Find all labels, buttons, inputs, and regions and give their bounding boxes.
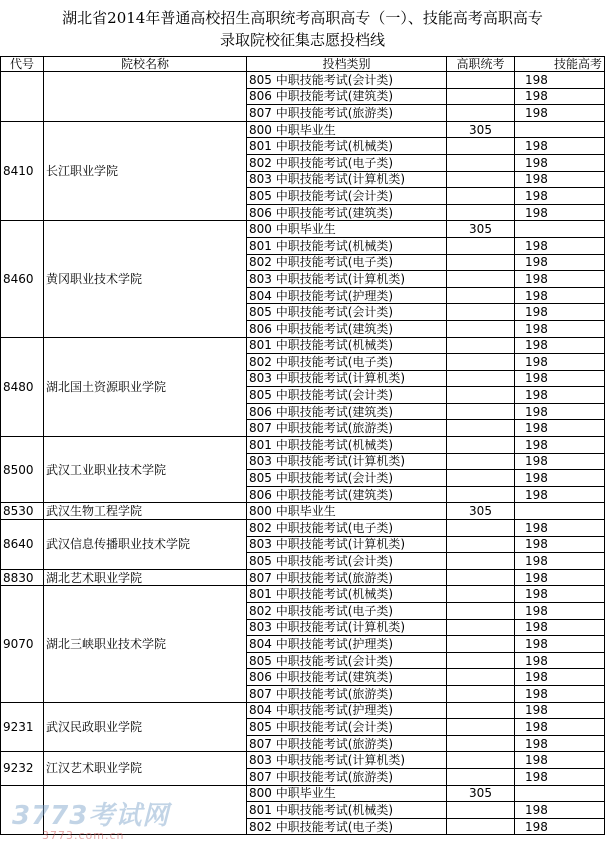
- gaozhi-score-cell: [447, 685, 515, 702]
- gaozhi-score-cell: [447, 652, 515, 669]
- table-row: [1, 752, 605, 769]
- gaozhi-score-cell: [447, 453, 515, 470]
- jineng-score-cell: 198: [515, 138, 605, 155]
- jineng-score-cell: 198: [515, 154, 605, 171]
- jineng-score-cell: 198: [515, 72, 605, 89]
- category-cell: 807 中职技能考试(旅游类): [247, 685, 447, 702]
- category-cell: 807 中职技能考试(旅游类): [247, 420, 447, 437]
- gaozhi-score-cell: [447, 437, 515, 454]
- table-row: [1, 503, 605, 520]
- watermark-url-text: 3773.com.cn: [42, 829, 125, 842]
- category-cell: 804 中职技能考试(护理类): [247, 287, 447, 304]
- jineng-score-cell: 198: [515, 685, 605, 702]
- jineng-score-cell: 198: [515, 569, 605, 586]
- school-code: 8530: [1, 503, 44, 520]
- jineng-score-cell: 198: [515, 636, 605, 653]
- table-row: [1, 569, 605, 586]
- watermark-main-text: 3773考试网: [12, 801, 170, 831]
- gaozhi-score-cell: [447, 254, 515, 271]
- category-cell: 801 中职技能考试(机械类): [247, 337, 447, 354]
- jineng-score-cell: 198: [515, 171, 605, 188]
- gaozhi-score-cell: [447, 105, 515, 122]
- header-jineng: 技能高考: [515, 57, 605, 72]
- jineng-score-cell: 198: [515, 204, 605, 221]
- category-cell: 805 中职技能考试(会计类): [247, 719, 447, 736]
- jineng-score-cell: 198: [515, 387, 605, 404]
- category-cell: 805 中职技能考试(会计类): [247, 652, 447, 669]
- gaozhi-score-cell: [447, 636, 515, 653]
- gaozhi-score-cell: [447, 520, 515, 537]
- jineng-score-cell: 198: [515, 652, 605, 669]
- gaozhi-score-cell: [447, 287, 515, 304]
- category-cell: 804 中职技能考试(护理类): [247, 636, 447, 653]
- gaozhi-score-cell: [447, 370, 515, 387]
- school-name: 长江职业学院: [44, 121, 247, 221]
- school-name: 武汉工业职业技术学院: [44, 437, 247, 503]
- category-cell: 806 中职技能考试(建筑类): [247, 320, 447, 337]
- jineng-score-cell: 198: [515, 735, 605, 752]
- table-row: [1, 337, 605, 354]
- category-cell: 807 中职技能考试(旅游类): [247, 735, 447, 752]
- jineng-score-cell: 198: [515, 603, 605, 620]
- header-category: 投档类别: [247, 57, 447, 72]
- school-code: [1, 785, 44, 835]
- jineng-score-cell: 198: [515, 768, 605, 785]
- jineng-score-cell: 198: [515, 553, 605, 570]
- category-cell: 806 中职技能考试(建筑类): [247, 403, 447, 420]
- jineng-score-cell: 198: [515, 802, 605, 819]
- jineng-score-cell: 198: [515, 287, 605, 304]
- school-name: [44, 785, 247, 835]
- table-row: [1, 437, 605, 454]
- category-cell: 800 中职毕业生: [247, 221, 447, 238]
- gaozhi-score-cell: [447, 586, 515, 603]
- category-cell: 807 中职技能考试(旅游类): [247, 768, 447, 785]
- jineng-score-cell: 198: [515, 254, 605, 271]
- jineng-score-cell: 198: [515, 719, 605, 736]
- jineng-score-cell: 198: [515, 354, 605, 371]
- school-name: 黄冈职业技术学院: [44, 221, 247, 337]
- gaozhi-score-cell: [447, 354, 515, 371]
- jineng-score-cell: 198: [515, 88, 605, 105]
- category-cell: 803 中职技能考试(计算机类): [247, 370, 447, 387]
- category-cell: 803 中职技能考试(计算机类): [247, 171, 447, 188]
- jineng-score-cell: 198: [515, 702, 605, 719]
- category-cell: 807 中职技能考试(旅游类): [247, 569, 447, 586]
- category-cell: 803 中职技能考试(计算机类): [247, 752, 447, 769]
- school-name: 湖北国土资源职业学院: [44, 337, 247, 437]
- jineng-score-cell: 198: [515, 370, 605, 387]
- school-name: 湖北艺术职业学院: [44, 569, 247, 586]
- table-body: [1, 72, 605, 835]
- gaozhi-score-cell: [447, 768, 515, 785]
- gaozhi-score-cell: [447, 237, 515, 254]
- jineng-score-cell: 198: [515, 619, 605, 636]
- table-header-row: [1, 57, 605, 72]
- school-name: 武汉信息传播职业技术学院: [44, 520, 247, 570]
- school-name: [44, 72, 247, 122]
- jineng-score-cell: 198: [515, 486, 605, 503]
- header-gaozhi: 高职统考: [447, 57, 515, 72]
- gaozhi-score-cell: [447, 752, 515, 769]
- gaozhi-score-cell: [447, 304, 515, 321]
- category-cell: 801 中职技能考试(机械类): [247, 437, 447, 454]
- category-cell: 802 中职技能考试(电子类): [247, 354, 447, 371]
- header-school: 院校名称: [44, 57, 247, 72]
- category-cell: 801 中职技能考试(机械类): [247, 586, 447, 603]
- jineng-score-cell: 198: [515, 304, 605, 321]
- category-cell: 805 中职技能考试(会计类): [247, 387, 447, 404]
- gaozhi-score-cell: [447, 735, 515, 752]
- gaozhi-score-cell: [447, 320, 515, 337]
- gaozhi-score-cell: [447, 603, 515, 620]
- gaozhi-score-cell: [447, 171, 515, 188]
- jineng-score-cell: 198: [515, 320, 605, 337]
- school-code: 8460: [1, 221, 44, 337]
- gaozhi-score-cell: [447, 72, 515, 89]
- category-cell: 801 中职技能考试(机械类): [247, 237, 447, 254]
- gaozhi-score-cell: [447, 818, 515, 835]
- gaozhi-score-cell: [447, 204, 515, 221]
- jineng-score-cell: 198: [515, 752, 605, 769]
- jineng-score-cell: [515, 503, 605, 520]
- category-cell: 800 中职毕业生: [247, 785, 447, 802]
- table-row: [1, 586, 605, 603]
- gaozhi-score-cell: [447, 138, 515, 155]
- table-row: [1, 702, 605, 719]
- category-cell: 807 中职技能考试(旅游类): [247, 105, 447, 122]
- gaozhi-score-cell: [447, 271, 515, 288]
- category-cell: 805 中职技能考试(会计类): [247, 470, 447, 487]
- school-code: 8640: [1, 520, 44, 570]
- category-cell: 806 中职技能考试(建筑类): [247, 669, 447, 686]
- category-cell: 805 中职技能考试(会计类): [247, 553, 447, 570]
- jineng-score-cell: 198: [515, 237, 605, 254]
- table-row: [1, 520, 605, 537]
- jineng-score-cell: 198: [515, 586, 605, 603]
- jineng-score-cell: [515, 221, 605, 238]
- jineng-score-cell: 198: [515, 536, 605, 553]
- school-name: 武汉生物工程学院: [44, 503, 247, 520]
- category-cell: 803 中职技能考试(计算机类): [247, 453, 447, 470]
- category-cell: 802 中职技能考试(电子类): [247, 603, 447, 620]
- category-cell: 803 中职技能考试(计算机类): [247, 619, 447, 636]
- admission-table: [0, 56, 605, 835]
- jineng-score-cell: 198: [515, 271, 605, 288]
- category-cell: 805 中职技能考试(会计类): [247, 188, 447, 205]
- jineng-score-cell: 198: [515, 105, 605, 122]
- category-cell: 801 中职技能考试(机械类): [247, 802, 447, 819]
- header-code: 代号: [1, 57, 44, 72]
- jineng-score-cell: 198: [515, 437, 605, 454]
- category-cell: 806 中职技能考试(建筑类): [247, 204, 447, 221]
- category-cell: 804 中职技能考试(护理类): [247, 702, 447, 719]
- jineng-score-cell: 198: [515, 453, 605, 470]
- jineng-score-cell: 198: [515, 818, 605, 835]
- school-code: 8830: [1, 569, 44, 586]
- school-name: 武汉民政职业学院: [44, 702, 247, 752]
- gaozhi-score-cell: [447, 553, 515, 570]
- school-code: 8480: [1, 337, 44, 437]
- gaozhi-score-cell: 305: [447, 503, 515, 520]
- jineng-score-cell: 198: [515, 188, 605, 205]
- category-cell: 800 中职毕业生: [247, 121, 447, 138]
- jineng-score-cell: 198: [515, 520, 605, 537]
- jineng-score-cell: 198: [515, 470, 605, 487]
- category-cell: 802 中职技能考试(电子类): [247, 818, 447, 835]
- school-code: 8410: [1, 121, 44, 221]
- jineng-score-cell: [515, 121, 605, 138]
- gaozhi-score-cell: [447, 619, 515, 636]
- jineng-score-cell: 198: [515, 420, 605, 437]
- gaozhi-score-cell: [447, 188, 515, 205]
- category-cell: 806 中职技能考试(建筑类): [247, 486, 447, 503]
- category-cell: 806 中职技能考试(建筑类): [247, 88, 447, 105]
- gaozhi-score-cell: [447, 702, 515, 719]
- category-cell: 805 中职技能考试(会计类): [247, 72, 447, 89]
- category-cell: 802 中职技能考试(电子类): [247, 254, 447, 271]
- gaozhi-score-cell: 305: [447, 785, 515, 802]
- category-cell: 800 中职毕业生: [247, 503, 447, 520]
- gaozhi-score-cell: [447, 337, 515, 354]
- jineng-score-cell: 198: [515, 337, 605, 354]
- table-row: [1, 785, 605, 802]
- category-cell: 803 中职技能考试(计算机类): [247, 536, 447, 553]
- document-title-line1: 湖北省2014年普通高校招生高职统考高职高专（一）、技能高考高职高专: [62, 9, 543, 27]
- gaozhi-score-cell: [447, 154, 515, 171]
- school-code: 9070: [1, 586, 44, 702]
- gaozhi-score-cell: [447, 719, 515, 736]
- table-row: [1, 221, 605, 238]
- category-cell: 805 中职技能考试(会计类): [247, 304, 447, 321]
- gaozhi-score-cell: [447, 387, 515, 404]
- gaozhi-score-cell: [447, 470, 515, 487]
- jineng-score-cell: [515, 785, 605, 802]
- category-cell: 801 中职技能考试(机械类): [247, 138, 447, 155]
- gaozhi-score-cell: [447, 569, 515, 586]
- school-name: 江汉艺术职业学院: [44, 752, 247, 785]
- gaozhi-score-cell: [447, 486, 515, 503]
- document-title-line2: 录取院校征集志愿投档线: [219, 31, 385, 49]
- school-code: 8500: [1, 437, 44, 503]
- school-code: 9232: [1, 752, 44, 785]
- school-code: 9231: [1, 702, 44, 752]
- gaozhi-score-cell: [447, 420, 515, 437]
- gaozhi-score-cell: [447, 536, 515, 553]
- gaozhi-score-cell: 305: [447, 221, 515, 238]
- category-cell: 803 中职技能考试(计算机类): [247, 271, 447, 288]
- school-name: 湖北三峡职业技术学院: [44, 586, 247, 702]
- table-row: [1, 72, 605, 89]
- category-cell: 802 中职技能考试(电子类): [247, 520, 447, 537]
- gaozhi-score-cell: [447, 802, 515, 819]
- gaozhi-score-cell: [447, 669, 515, 686]
- gaozhi-score-cell: [447, 88, 515, 105]
- gaozhi-score-cell: [447, 403, 515, 420]
- school-code: [1, 72, 44, 122]
- jineng-score-cell: 198: [515, 403, 605, 420]
- category-cell: 802 中职技能考试(电子类): [247, 154, 447, 171]
- table-row: [1, 121, 605, 138]
- gaozhi-score-cell: 305: [447, 121, 515, 138]
- jineng-score-cell: 198: [515, 669, 605, 686]
